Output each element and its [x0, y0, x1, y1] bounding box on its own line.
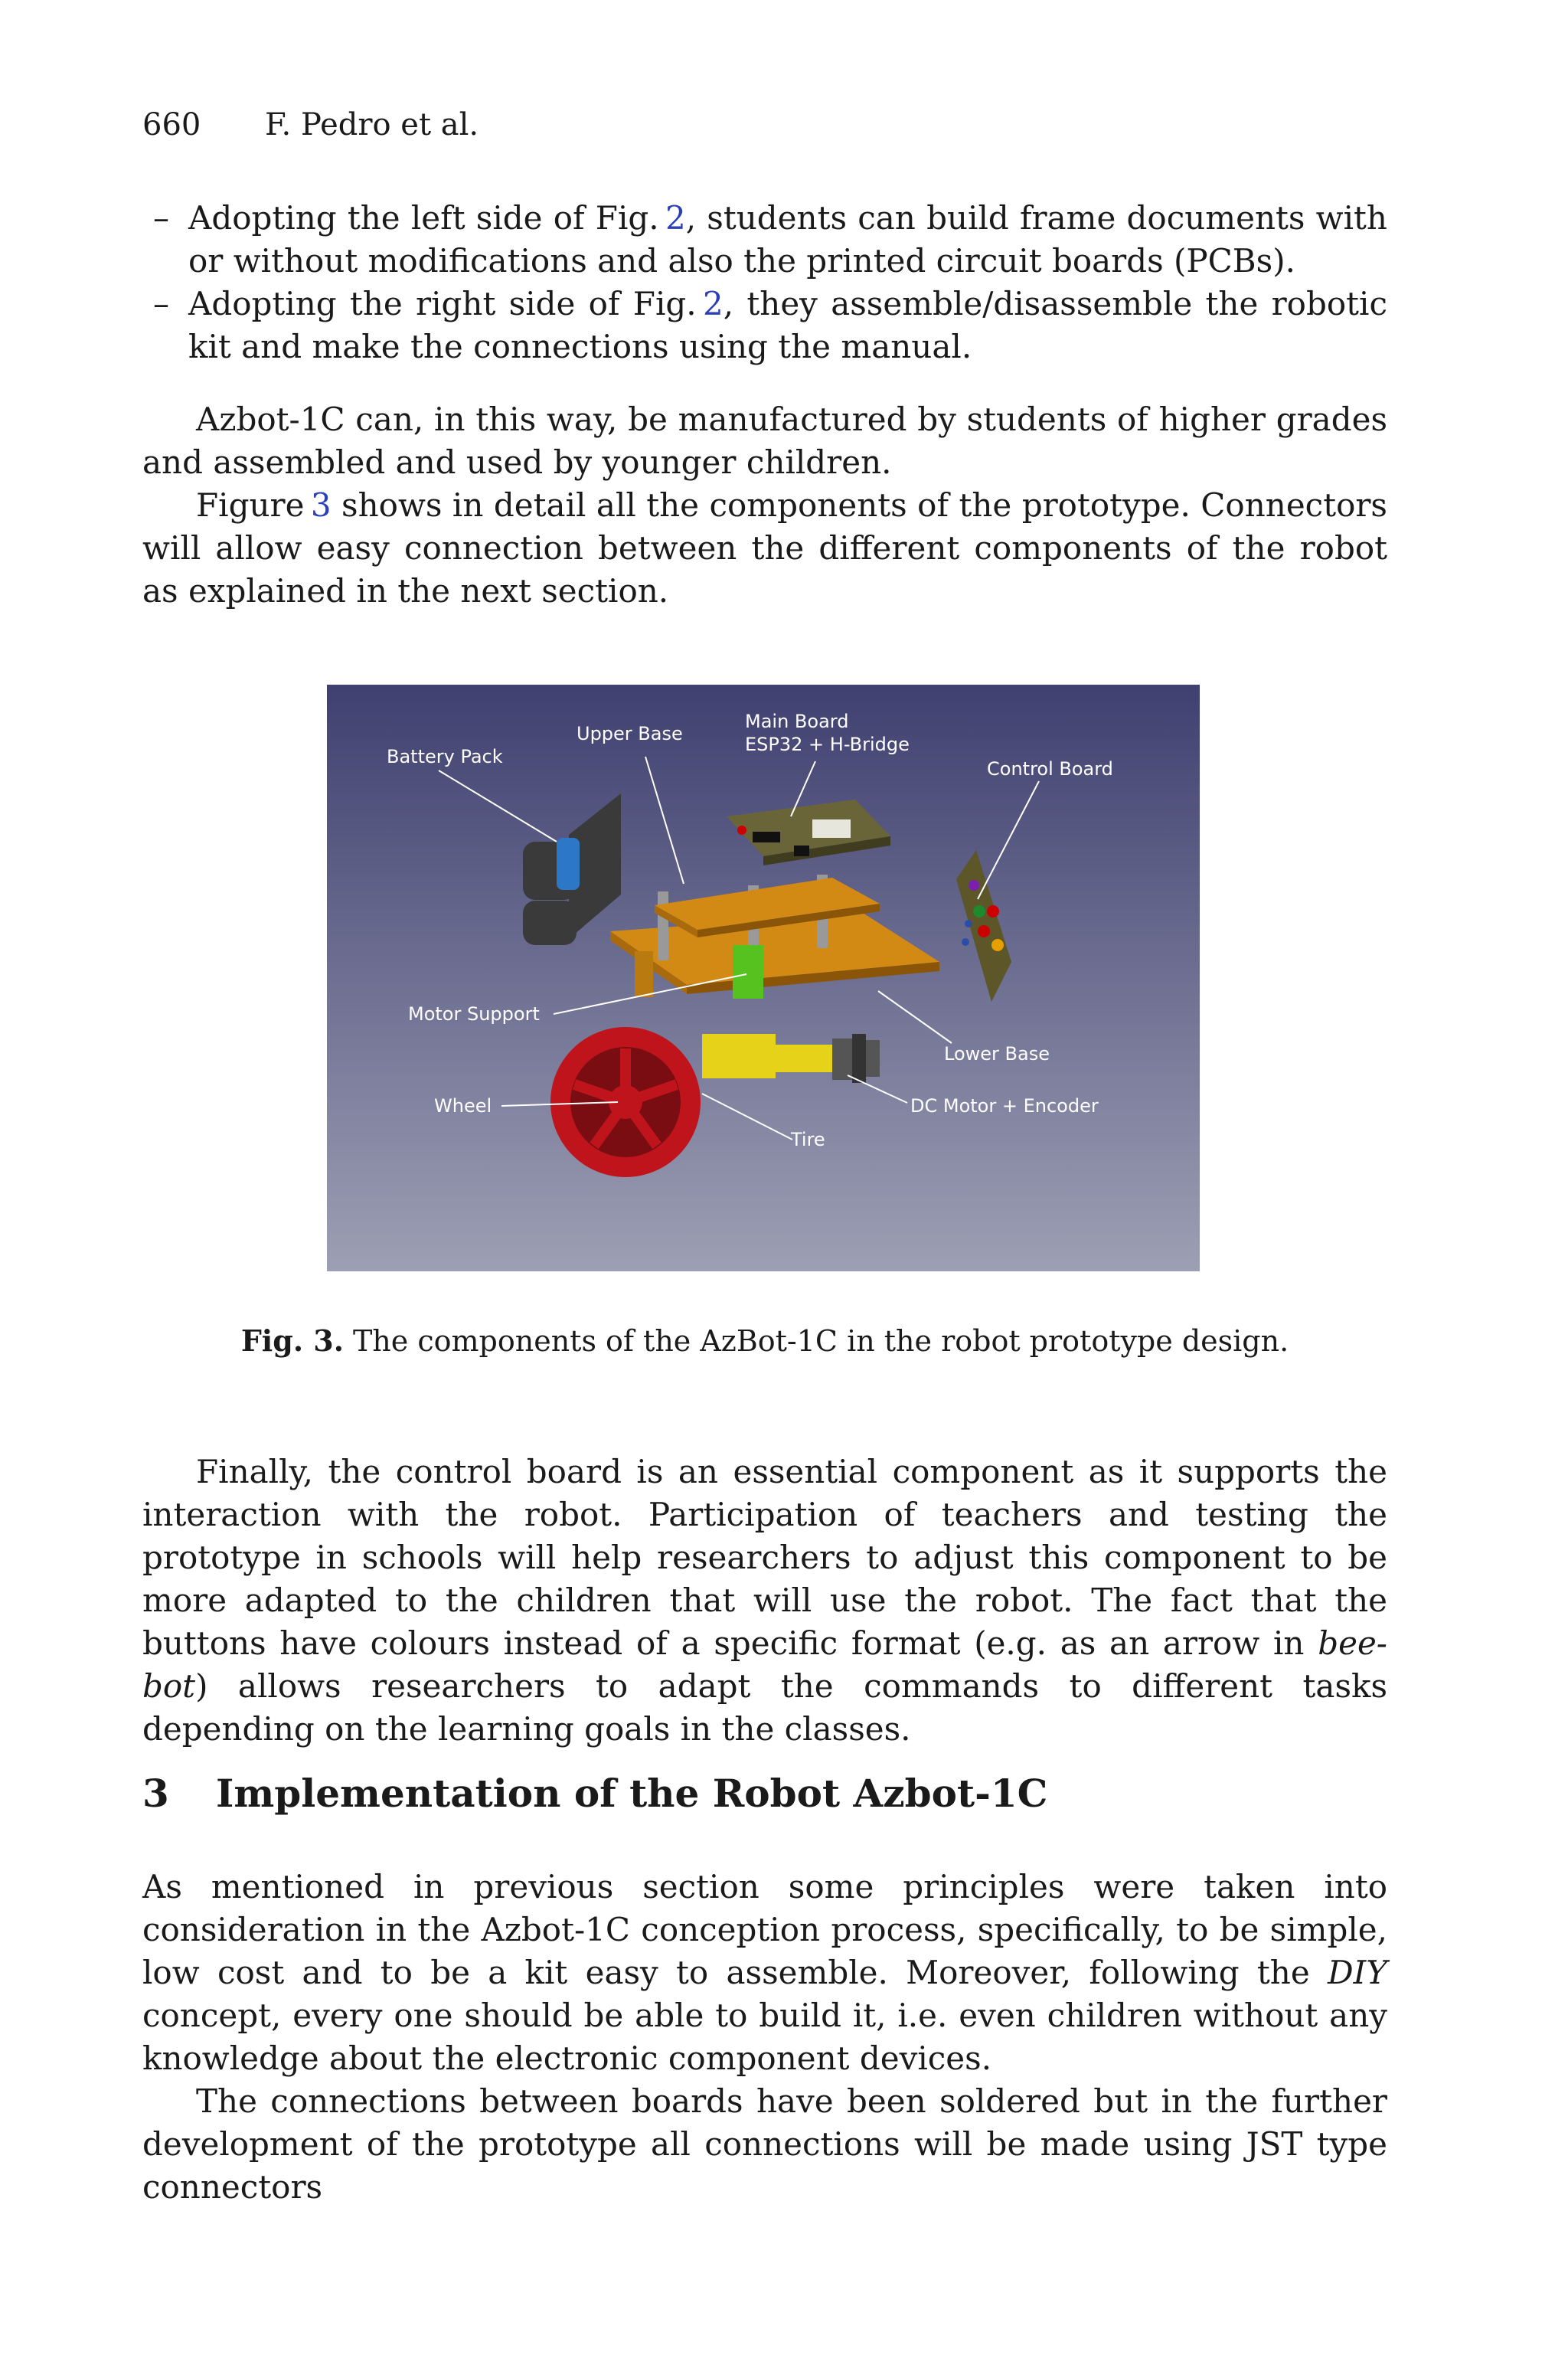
motor-support-part — [733, 945, 763, 999]
paragraph-emphasis: bee-bot — [142, 1624, 1387, 1705]
paragraph-text-pre: Figure — [196, 486, 311, 524]
bullet-text-post: , students can build frame documents with or without modifications and also the printed circuit boards (PCBs). — [188, 199, 1387, 280]
upper-base-label: Upper Base — [577, 723, 683, 744]
paragraph-text-post: concept, every one should be able to build it, i.e. even children without any knowledge about the electronic component devices. — [142, 1997, 1387, 2077]
dc-motor-label: DC Motor + Encoder — [910, 1095, 1099, 1117]
battery-pack-label: Battery Pack — [387, 746, 503, 767]
bullet-text-pre: Adopting the right side of Fig. — [188, 285, 703, 322]
lower-base-label: Lower Base — [944, 1043, 1050, 1065]
bullet-item — [142, 283, 1387, 368]
paragraph-emphasis: DIY — [1328, 1954, 1387, 1991]
control-board-label: Control Board — [987, 758, 1113, 780]
intro-paragraphs — [142, 398, 1387, 613]
bullet-item — [142, 197, 1387, 283]
bullet-dash: – — [153, 199, 169, 237]
paragraph-text-post: ) allows researchers to adapt the commands to different tasks depending on the learning goals in the classes. — [142, 1667, 1387, 1748]
paragraph — [142, 1866, 1387, 2080]
bullet-text-post: , they assemble/disassemble the robotic kit and make the connections using the manual. — [188, 285, 1387, 365]
paragraph-text-pre: As mentioned in previous section some principles were taken into consideration in the Azbot-1C conception process, specifically, to be simple, low cost and to be a kit easy to assemble. Moreover, following the — [142, 1868, 1387, 1991]
paragraph — [142, 484, 1387, 613]
motor-support-label: Motor Support — [408, 1003, 540, 1025]
paragraph — [142, 1451, 1387, 1751]
section-body — [142, 1866, 1387, 2209]
paragraph-text-pre: Finally, the control board is an essential component as it supports the interaction with the robot. Participation of teachers and testing the prototype in schools will help researchers to adjust this component to be more adapted to the children that will use the robot. The fact that the buttons have colours instead of a specific format (e.g. as an arrow in — [142, 1453, 1387, 1662]
page-number: 660 — [142, 107, 201, 142]
bullet-dash: – — [153, 285, 169, 322]
running-header — [142, 107, 479, 142]
section-heading — [142, 1771, 1047, 1816]
figure-ref-link[interactable]: 2 — [665, 199, 686, 237]
paragraph: The connections between boards have been soldered but in the further development of the prototype all connections will be made using JST type connectors — [142, 2082, 1387, 2206]
running-authors: F. Pedro et al. — [265, 107, 479, 142]
figure-ref-link[interactable]: 3 — [310, 486, 332, 524]
main-board-sub-label: ESP32 + H-Bridge — [745, 734, 910, 755]
figure-caption — [142, 1323, 1387, 1358]
main-board-label: Main Board — [745, 711, 849, 732]
figure-ref-link[interactable]: 2 — [703, 285, 724, 322]
tire-label: Tire — [791, 1129, 825, 1150]
robot-figure — [327, 685, 1200, 1271]
bullet-text-pre: Adopting the left side of Fig. — [188, 199, 665, 237]
section-title: Implementation of the Robot Azbot-1C — [216, 1771, 1048, 1816]
caption-label: Fig. 3. — [240, 1323, 344, 1358]
section-number: 3 — [142, 1771, 169, 1816]
bullet-list — [142, 197, 1387, 368]
robot-illustration — [327, 685, 1200, 1271]
caption-text: The components of the AzBot-1C in the robot prototype design. — [352, 1324, 1289, 1358]
wheel-label: Wheel — [434, 1095, 492, 1117]
wheel-part — [550, 1027, 701, 1177]
paragraph: Azbot-1C can, in this way, be manufactured by students of higher grades and assembled and used by younger children. — [142, 401, 1387, 481]
paragraph-text-post: shows in detail all the components of the prototype. Connectors will allow easy connection between the different components of the robot as explained in the next section. — [142, 486, 1387, 610]
